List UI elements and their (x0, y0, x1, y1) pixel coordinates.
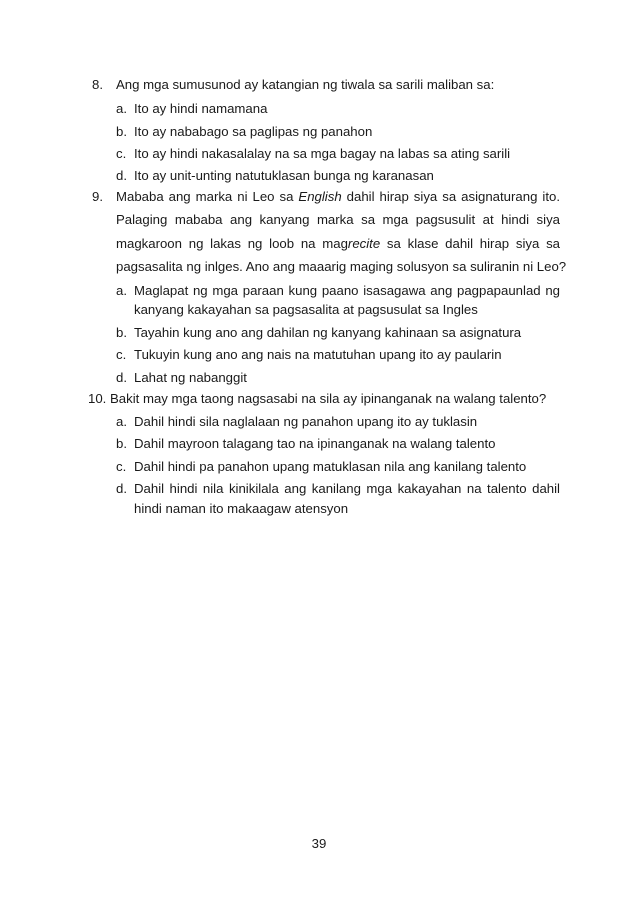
option-text: Ito ay unit-unting natutuklasan bunga ng karanasan (134, 168, 434, 183)
option-letter: b. (116, 436, 127, 451)
question-text: Bakit may mga taong nagsasabi na sila ay ipinanganak na walang talento? (110, 391, 547, 406)
question-number: 9. (92, 189, 103, 204)
option-letter: d. (116, 168, 127, 183)
option-text: Dahil hindi nila kinikilala ang kanilang mga kakayahan na talento dahil (134, 481, 560, 496)
option-text: Dahil hindi sila naglalaan ng panahon upang ito ay tuklasin (134, 414, 478, 429)
question-number: 10. (88, 391, 107, 406)
option-letter: c. (116, 146, 127, 161)
option-text-continued: kanyang kakayahan sa pagsasalita at pagsusulat sa Ingles (134, 302, 478, 317)
question-text-line: magkaroon ng lakas ng loob na magrecite sa klase dahil hirap siya sa (116, 236, 561, 251)
question-number: 8. (92, 77, 103, 92)
option-letter: b. (116, 325, 127, 340)
option-text: Lahat ng nabanggit (134, 370, 247, 385)
question-text-line: Palaging mababa ang kanyang marka sa mga pagsusulit at hindi siya (116, 212, 560, 227)
option-letter: d. (116, 481, 127, 496)
option-letter: c. (116, 459, 127, 474)
option-text: Dahil hindi pa panahon upang matuklasan nila ang kanilang talento (134, 459, 527, 474)
option-letter: a. (116, 283, 127, 298)
option-text: Dahil mayroon talagang tao na ipinanganak na walang talento (134, 436, 496, 451)
option-letter: b. (116, 124, 127, 139)
option-letter: c. (116, 347, 127, 362)
page-number: 39 (311, 836, 327, 851)
option-text-continued: hindi naman ito makaagaw atensyon (134, 501, 349, 516)
question-text: Ang mga sumusunod ay katangian ng tiwala sa sarili maliban sa: (116, 77, 495, 92)
option-letter: a. (116, 414, 127, 429)
option-text: Tayahin kung ano ang dahilan ng kanyang kahinaan sa asignatura (134, 325, 522, 340)
option-text: Ito ay hindi namamana (134, 101, 268, 116)
question-text-line: pagsasalita ng inlges. Ano ang maaarig maging solusyon sa suliranin ni Leo? (116, 259, 567, 274)
option-text: Tukuyin kung ano ang nais na matutuhan upang ito ay paularin (134, 347, 502, 362)
question-text-line: Mababa ang marka ni Leo sa English dahil hirap siya sa asignaturang ito. (116, 189, 560, 204)
option-text: Maglapat ng mga paraan kung paano isasagawa ang pagpapaunlad ng (134, 283, 560, 298)
option-letter: a. (116, 101, 127, 116)
option-letter: d. (116, 370, 127, 385)
option-text: Ito ay hindi nakasalalay na sa mga bagay na labas sa ating sarili (134, 146, 511, 161)
option-text: Ito ay nababago sa paglipas ng panahon (134, 124, 373, 139)
